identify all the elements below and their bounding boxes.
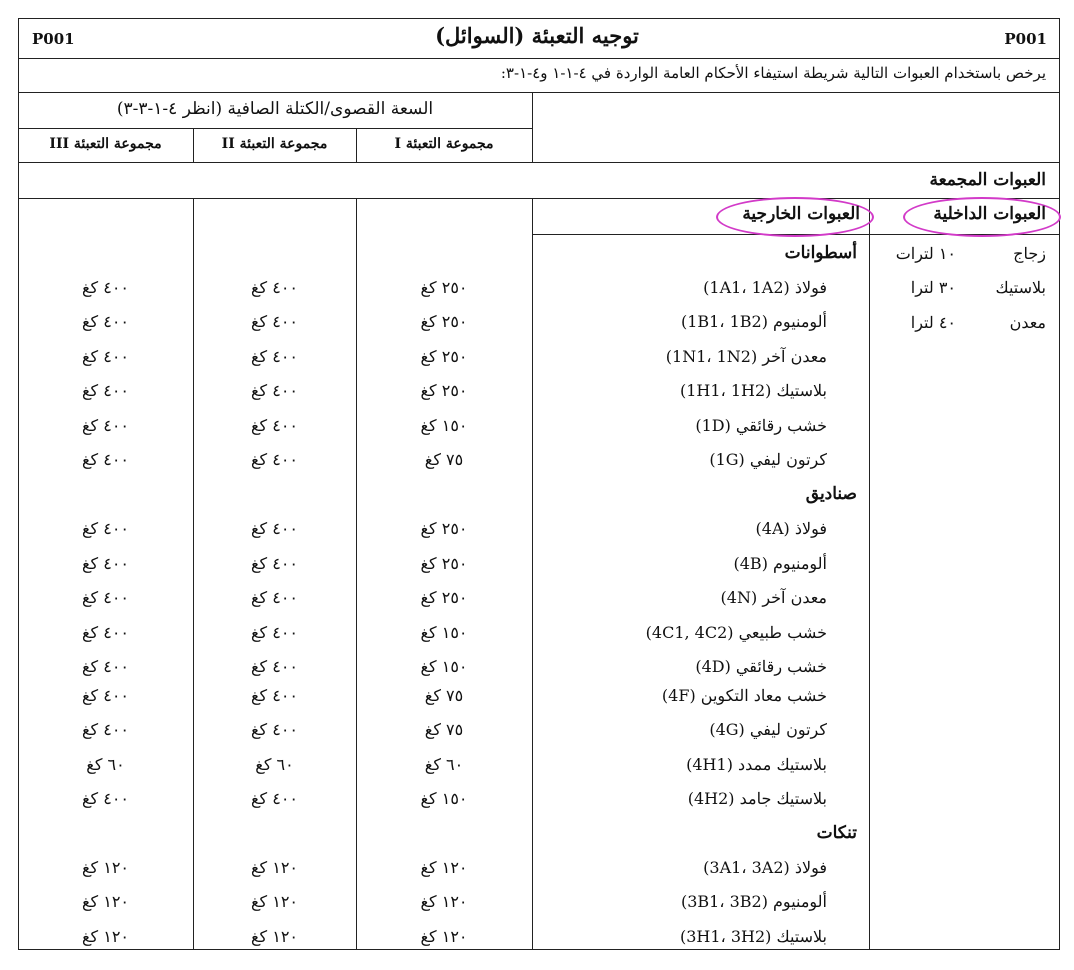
pg2-value: ٤٠٠ كغ <box>251 720 298 739</box>
pg3-value: ٤٠٠ كغ <box>82 278 129 297</box>
pg1-value: ٧٥ كغ <box>424 720 464 739</box>
pg3-value: ٤٠٠ كغ <box>82 416 129 435</box>
pg2-value: ٤٠٠ كغ <box>251 278 298 297</box>
outer-packaging-label: ألومنيوم (1B1، 1B2) <box>680 312 827 331</box>
inner-capacity-2: ٣٠ لترا <box>910 278 956 297</box>
pg3-value: ٤٠٠ كغ <box>82 588 129 607</box>
pg2-value: ٤٠٠ كغ <box>251 789 298 808</box>
pg3-value: ٤٠٠ كغ <box>82 623 129 642</box>
outer-packaging-label: فولاذ (1A1، 1A2) <box>703 278 827 297</box>
pg3-value: ٤٠٠ كغ <box>82 554 129 573</box>
inner-material-1: زجاج <box>1013 244 1046 263</box>
outer-packaging-label: بلاستيك جامد (4H2) <box>687 789 827 808</box>
pg1-value: ١٢٠ كغ <box>420 927 468 946</box>
packing-group-2-header: مجموعة التعبئة II <box>221 136 328 152</box>
pg1-value: ٢٥٠ كغ <box>420 347 468 366</box>
inner-capacity-3: ٤٠ لترا <box>910 313 956 332</box>
pg2-value: ٤٠٠ كغ <box>251 554 298 573</box>
pg2-value: ٤٠٠ كغ <box>251 312 298 331</box>
pg2-value: ٤٠٠ كغ <box>251 623 298 642</box>
pg1-value: ٧٥ كغ <box>424 450 464 469</box>
rule-groups-bottom <box>18 162 1060 163</box>
page-title: توجيه التعبئة (السوائل) <box>435 23 639 48</box>
category-drums: أسطوانات <box>784 243 857 263</box>
pg3-value: ٤٠٠ كغ <box>82 347 129 366</box>
pg2-value: ١٢٠ كغ <box>251 892 298 911</box>
pg2-value: ٤٠٠ كغ <box>251 657 298 676</box>
pg1-value: ١٥٠ كغ <box>420 623 468 642</box>
pg2-value: ١٢٠ كغ <box>251 858 298 877</box>
pg1-value: ٢٥٠ كغ <box>420 312 468 331</box>
category-jerricans: تنكات <box>816 823 857 843</box>
pg3-value: ١٢٠ كغ <box>82 927 129 946</box>
pg3-value: ٤٠٠ كغ <box>82 686 129 705</box>
outer-packaging-label: معدن آخر (1N1، 1N2) <box>665 347 827 366</box>
table-frame <box>18 18 1060 950</box>
code-left: P001 <box>32 30 75 48</box>
pg1-value: ٢٥٠ كغ <box>420 278 468 297</box>
pg2-value: ٤٠٠ كغ <box>251 588 298 607</box>
capacity-header: السعة القصوى/الكتلة الصافية (انظر ٤-١-٣-٣) <box>116 99 434 119</box>
pg1-value: ٢٥٠ كغ <box>420 519 468 538</box>
category-boxes: صناديق <box>805 484 857 504</box>
pg3-value: ٤٠٠ كغ <box>82 789 129 808</box>
rule-capacity-header-right <box>532 92 533 162</box>
rule-capacity-header-bottom <box>18 128 532 129</box>
outer-packaging-header: العبوات الخارجية <box>742 204 860 224</box>
pg2-value: ٤٠٠ كغ <box>251 416 298 435</box>
rule-title-bottom <box>18 58 1060 59</box>
pg1-value: ١٥٠ كغ <box>420 416 468 435</box>
inner-capacity-1: ١٠ لترات <box>895 244 956 263</box>
pg1-value: ١٢٠ كغ <box>420 892 468 911</box>
pg2-value: ٤٠٠ كغ <box>251 686 298 705</box>
pg1-value: ٧٥ كغ <box>424 686 464 705</box>
rule-col-divider-1 <box>193 198 194 950</box>
outer-packaging-label: خشب رقائقي (4D) <box>695 657 827 676</box>
code-right: P001 <box>1004 30 1047 48</box>
pg1-value: ٦٠ كغ <box>424 755 464 774</box>
outer-packaging-label: خشب معاد التكوين (4F) <box>661 686 827 705</box>
pg3-value: ٦٠ كغ <box>86 755 125 774</box>
pg3-value: ٤٠٠ كغ <box>82 381 129 400</box>
packing-group-1-header: مجموعة التعبئة I <box>394 136 494 152</box>
pg3-value: ٤٠٠ كغ <box>82 657 129 676</box>
outer-packaging-label: ألومنيوم (3B1، 3B2) <box>680 892 827 911</box>
pg2-value: ٤٠٠ كغ <box>251 381 298 400</box>
pg2-value: ٤٠٠ كغ <box>251 519 298 538</box>
pg3-value: ٤٠٠ كغ <box>82 312 129 331</box>
outer-packaging-label: معدن آخر (4N) <box>720 588 827 607</box>
pg3-value: ٤٠٠ كغ <box>82 519 129 538</box>
outer-packaging-label: خشب طبيعي (4C1, 4C2) <box>645 623 827 642</box>
outer-packaging-label: بلاستيك (3H1، 3H2) <box>680 927 827 946</box>
section-title: العبوات المجمعة <box>929 170 1046 190</box>
pg3-value: ٤٠٠ كغ <box>82 450 129 469</box>
outer-packaging-label: فولاذ (4A) <box>755 519 827 538</box>
packing-group-3-header: مجموعة التعبئة III <box>49 136 162 152</box>
outer-packaging-label: خشب رقائقي (1D) <box>695 416 827 435</box>
outer-packaging-label: كرتون ليفي (1G) <box>709 450 827 469</box>
pg2-value: ١٢٠ كغ <box>251 927 298 946</box>
pg3-value: ١٢٠ كغ <box>82 858 129 877</box>
outer-packaging-label: بلاستيك ممدد (4H1) <box>686 755 827 774</box>
rule-intro-bottom <box>18 92 1060 93</box>
rule-col-divider-2 <box>356 198 357 950</box>
pg1-value: ١٥٠ كغ <box>420 657 468 676</box>
pg1-value: ١٥٠ كغ <box>420 789 468 808</box>
pg2-value: ٤٠٠ كغ <box>251 450 298 469</box>
pg3-value: ٤٠٠ كغ <box>82 720 129 739</box>
rule-section-bottom <box>18 198 1060 199</box>
inner-material-3: معدن <box>1009 313 1046 332</box>
pg1-value: ١٢٠ كغ <box>420 858 468 877</box>
pg2-value: ٤٠٠ كغ <box>251 347 298 366</box>
pg1-value: ٢٥٠ كغ <box>420 381 468 400</box>
inner-packaging-header: العبوات الداخلية <box>933 204 1046 224</box>
inner-material-2: بلاستيك <box>995 278 1046 297</box>
pg2-value: ٦٠ كغ <box>255 755 294 774</box>
intro-text: يرخص باستخدام العبوات التالية شريطة استيفاء الأحكام العامة الواردة في ٤-١-١ و٤-١-٣: <box>500 64 1046 82</box>
pg1-value: ٢٥٠ كغ <box>420 554 468 573</box>
rule-col-divider-3 <box>532 198 533 950</box>
outer-packaging-label: فولاذ (3A1، 3A2) <box>703 858 827 877</box>
outer-packaging-label: بلاستيك (1H1، 1H2) <box>680 381 827 400</box>
rule-col-divider-4 <box>869 198 870 950</box>
pg1-value: ٢٥٠ كغ <box>420 588 468 607</box>
outer-packaging-label: ألومنيوم (4B) <box>733 554 827 573</box>
outer-packaging-label: كرتون ليفي (4G) <box>709 720 827 739</box>
pg3-value: ١٢٠ كغ <box>82 892 129 911</box>
